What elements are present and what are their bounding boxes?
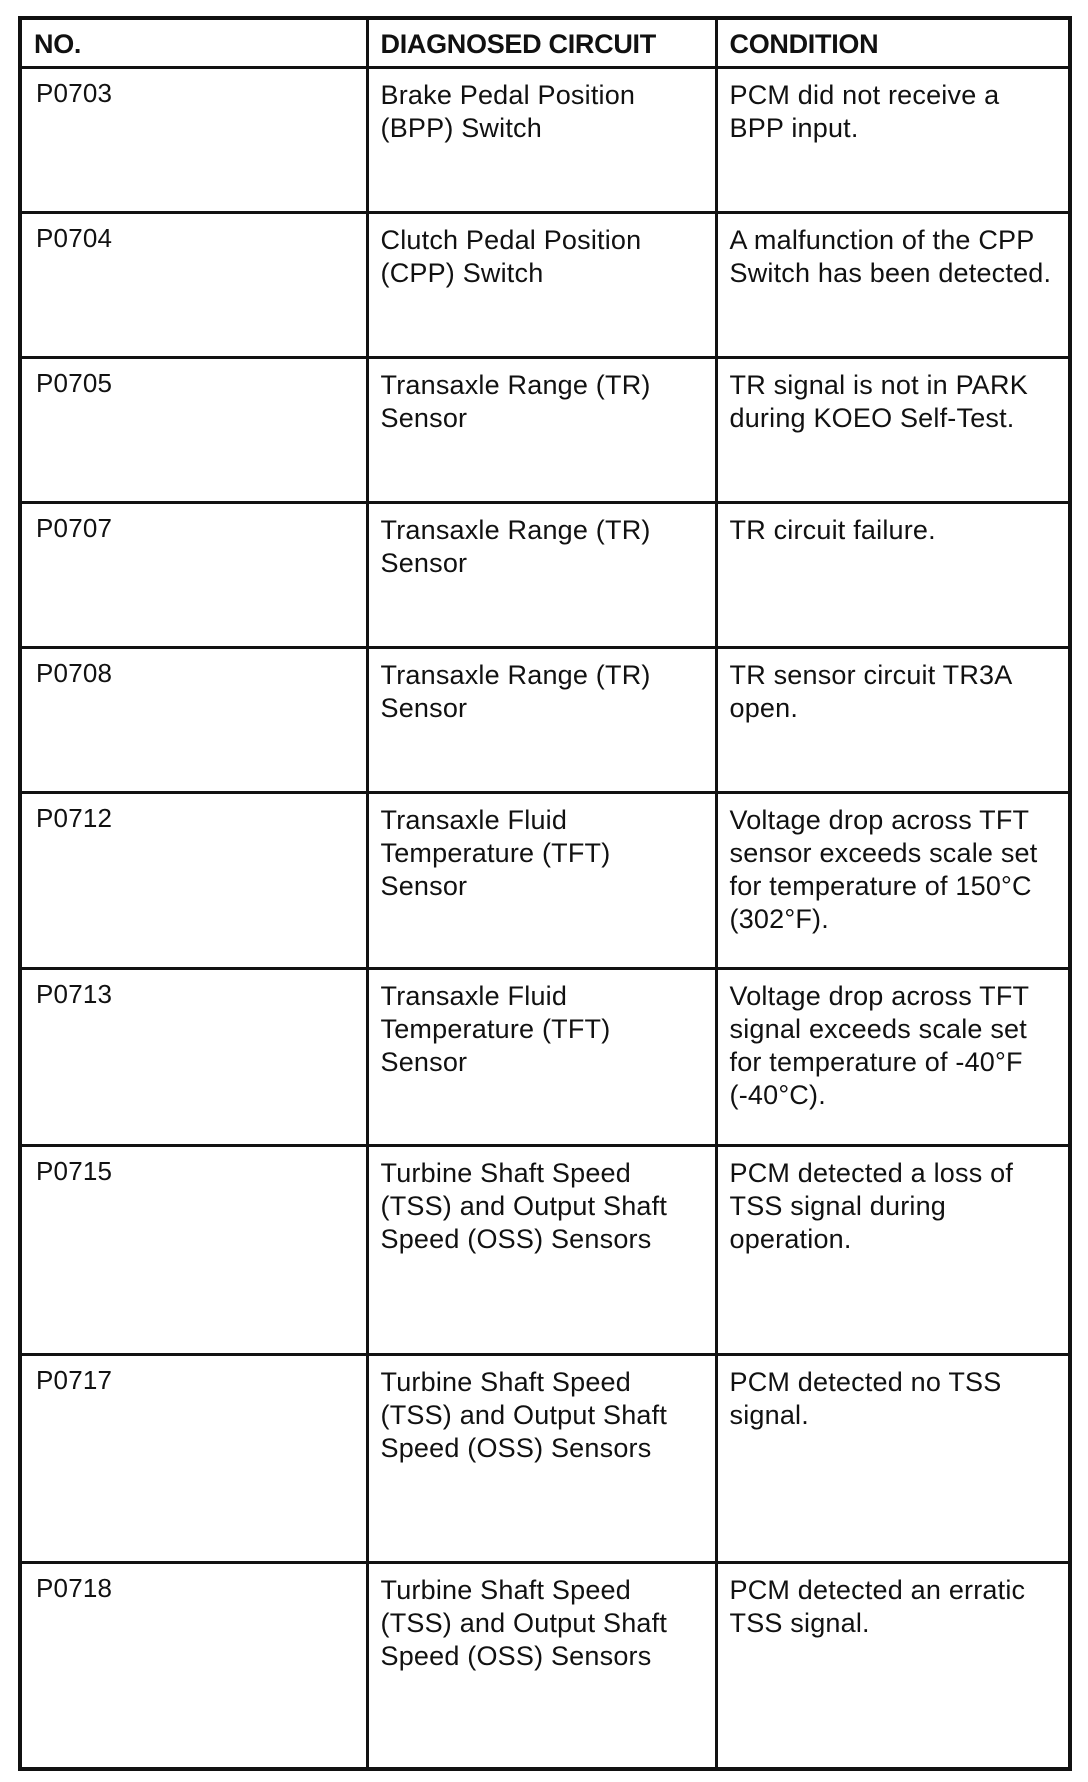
header-no: NO. <box>20 18 367 68</box>
diagnosed-circuit: Brake Pedal Position (BPP) Switch <box>367 68 716 213</box>
condition: TR signal is not in PARK during KOEO Self-Test. <box>716 358 1070 503</box>
dtc-code: P0713 <box>20 969 367 1146</box>
diagnosed-circuit: Turbine Shaft Speed (TSS) and Output Shaft Speed (OSS) Sensors <box>367 1563 716 1769</box>
condition: TR circuit failure. <box>716 503 1070 648</box>
diagnosed-circuit: Clutch Pedal Position (CPP) Switch <box>367 213 716 358</box>
table-row <box>20 648 1070 793</box>
diagnosed-circuit: Transaxle Range (TR) Sensor <box>367 358 716 503</box>
condition: PCM detected an erratic TSS signal. <box>716 1563 1070 1769</box>
table-row <box>20 213 1070 358</box>
diagnosed-circuit: Transaxle Range (TR) Sensor <box>367 648 716 793</box>
diagnosed-circuit: Transaxle Fluid Temperature (TFT) Sensor <box>367 969 716 1146</box>
condition: PCM detected no TSS signal. <box>716 1355 1070 1563</box>
dtc-code: P0707 <box>20 503 367 648</box>
dtc-code: P0718 <box>20 1563 367 1769</box>
dtc-code: P0703 <box>20 68 367 213</box>
dtc-code: P0704 <box>20 213 367 358</box>
table-row <box>20 793 1070 969</box>
table-row <box>20 68 1070 213</box>
table-row <box>20 969 1070 1146</box>
table-row <box>20 1355 1070 1563</box>
header-diagnosed-circuit: DIAGNOSED CIRCUIT <box>367 18 716 68</box>
dtc-code: P0708 <box>20 648 367 793</box>
dtc-code: P0712 <box>20 793 367 969</box>
condition: TR sensor circuit TR3A open. <box>716 648 1070 793</box>
table-row <box>20 358 1070 503</box>
dtc-code: P0717 <box>20 1355 367 1563</box>
diagnosed-circuit: Turbine Shaft Speed (TSS) and Output Shaft Speed (OSS) Sensors <box>367 1146 716 1355</box>
table-row <box>20 1146 1070 1355</box>
condition: Voltage drop across TFT sensor exceeds scale set for temperature of 150°C (302°F). <box>716 793 1070 969</box>
table-row <box>20 1563 1070 1769</box>
condition: Voltage drop across TFT signal exceeds scale set for temperature of -40°F (-40°C). <box>716 969 1070 1146</box>
diagnosed-circuit: Transaxle Range (TR) Sensor <box>367 503 716 648</box>
diagnosed-circuit: Turbine Shaft Speed (TSS) and Output Shaft Speed (OSS) Sensors <box>367 1355 716 1563</box>
table-row <box>20 503 1070 648</box>
dtc-code: P0705 <box>20 358 367 503</box>
header-row <box>20 18 1070 68</box>
header-condition: CONDITION <box>716 18 1070 68</box>
dtc-code: P0715 <box>20 1146 367 1355</box>
condition: PCM did not receive a BPP input. <box>716 68 1070 213</box>
condition: PCM detected a loss of TSS signal during operation. <box>716 1146 1070 1355</box>
condition: A malfunction of the CPP Switch has been detected. <box>716 213 1070 358</box>
dtc-table <box>18 16 1072 1771</box>
diagnosed-circuit: Transaxle Fluid Temperature (TFT) Sensor <box>367 793 716 969</box>
